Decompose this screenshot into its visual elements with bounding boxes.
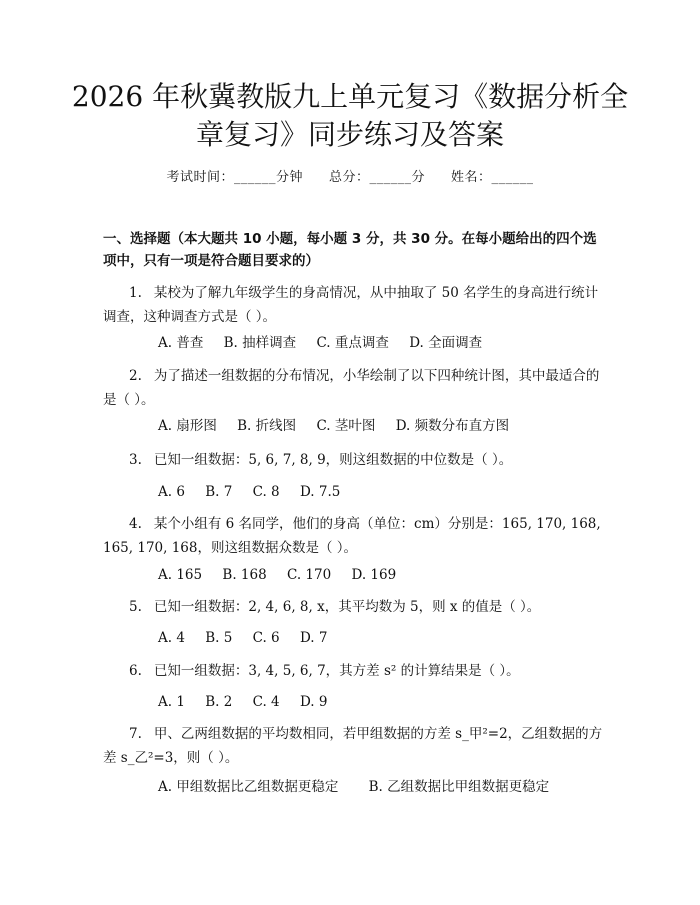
question-text: 某个小组有 6 名同学，他们的身高（单位：cm）分别是：165, 170, 168, 165, 170, 168，则这组数据众数是（ ）。 [103,516,601,556]
option-b: B. 抽样调查 [223,335,297,351]
question-number: 1. [129,285,142,301]
question-6-options [158,692,628,712]
option-d: D. 频数分布直方图 [395,418,510,434]
option-b: B. 7 [205,484,233,500]
question-text: 已知一组数据：2, 4, 6, 8, x，其平均数为 5，则 x 的值是（ ）。 [153,599,541,615]
option-d: D. 7 [299,630,328,646]
question-7 [103,722,608,770]
option-c: C. 6 [252,630,280,646]
question-2 [103,364,608,412]
option-b: B. 5 [205,630,233,646]
option-a: A. 1 [158,694,185,710]
total-score-field: 总分：______分 [328,170,425,185]
option-a: A. 扇形图 [158,418,217,434]
question-5 [103,595,608,619]
option-c: C. 4 [252,694,280,710]
option-a: A. 甲组数据比乙组数据更稳定 [158,779,339,795]
question-5-options [158,628,628,648]
question-number: 2. [129,368,142,384]
question-number: 3. [129,452,142,468]
title-line-1: 2026 年秋冀教版九上单元复习《数据分析全 [71,80,629,113]
option-d: D. 7.5 [299,484,341,500]
question-7-options [158,777,628,797]
option-a: A. 6 [158,484,185,500]
exam-info-line [0,169,700,187]
question-1 [103,281,608,329]
option-d: D. 9 [299,694,328,710]
question-2-options [158,416,628,436]
option-d: D. 169 [351,567,397,583]
option-b: B. 2 [205,694,233,710]
question-text: 为了描述一组数据的分布情况，小华绘制了以下四种统计图，其中最适合的是（ ）。 [103,368,600,408]
question-3-options [158,482,628,502]
option-b: B. 折线图 [237,418,297,434]
question-1-options [158,333,628,353]
student-name-field: 姓名：______ [451,170,534,185]
question-number: 6. [129,663,142,679]
option-a: A. 4 [158,630,185,646]
question-text: 已知一组数据：3, 4, 5, 6, 7，其方差 s² 的计算结果是（ ）。 [153,663,520,679]
option-a: A. 普查 [158,335,204,351]
section-heading: 一、选择题（本大题共 10 小题，每小题 3 分，共 30 分。在每小题给出的四个选项中，只有一项是符合题目要求的） [103,231,597,269]
question-text: 已知一组数据：5, 6, 7, 8, 9，则这组数据的中位数是（ ）。 [153,452,513,468]
exam-time-field: 考试时间：______分钟 [166,170,303,185]
option-b: B. 乙组数据比甲组数据更稳定 [368,779,550,795]
question-number: 5. [129,599,142,615]
question-3 [103,448,608,472]
option-b: B. 168 [222,567,267,583]
option-a: A. 165 [158,567,203,583]
question-6 [103,659,608,683]
question-4-options [158,565,628,585]
question-number: 7. [129,726,142,742]
option-c: C. 170 [286,567,332,583]
question-text: 甲、乙两组数据的平均数相同，若甲组数据的方差 s_甲²=2，乙组数据的方差 s_乙²=3，则（ ）。 [103,726,603,766]
document-title [60,78,640,154]
title-line-2: 章复习》同步练习及答案 [195,118,504,151]
option-d: D. 全面调查 [409,335,483,351]
question-text: 某校为了解九年级学生的身高情况，从中抽取了 50 名学生的身高进行统计调查，这种调查方式是（ ）。 [103,285,599,325]
option-c: C. 茎叶图 [316,418,376,434]
option-c: C. 8 [252,484,280,500]
question-4 [103,512,608,560]
option-c: C. 重点调查 [316,335,389,351]
question-number: 4. [129,516,142,532]
